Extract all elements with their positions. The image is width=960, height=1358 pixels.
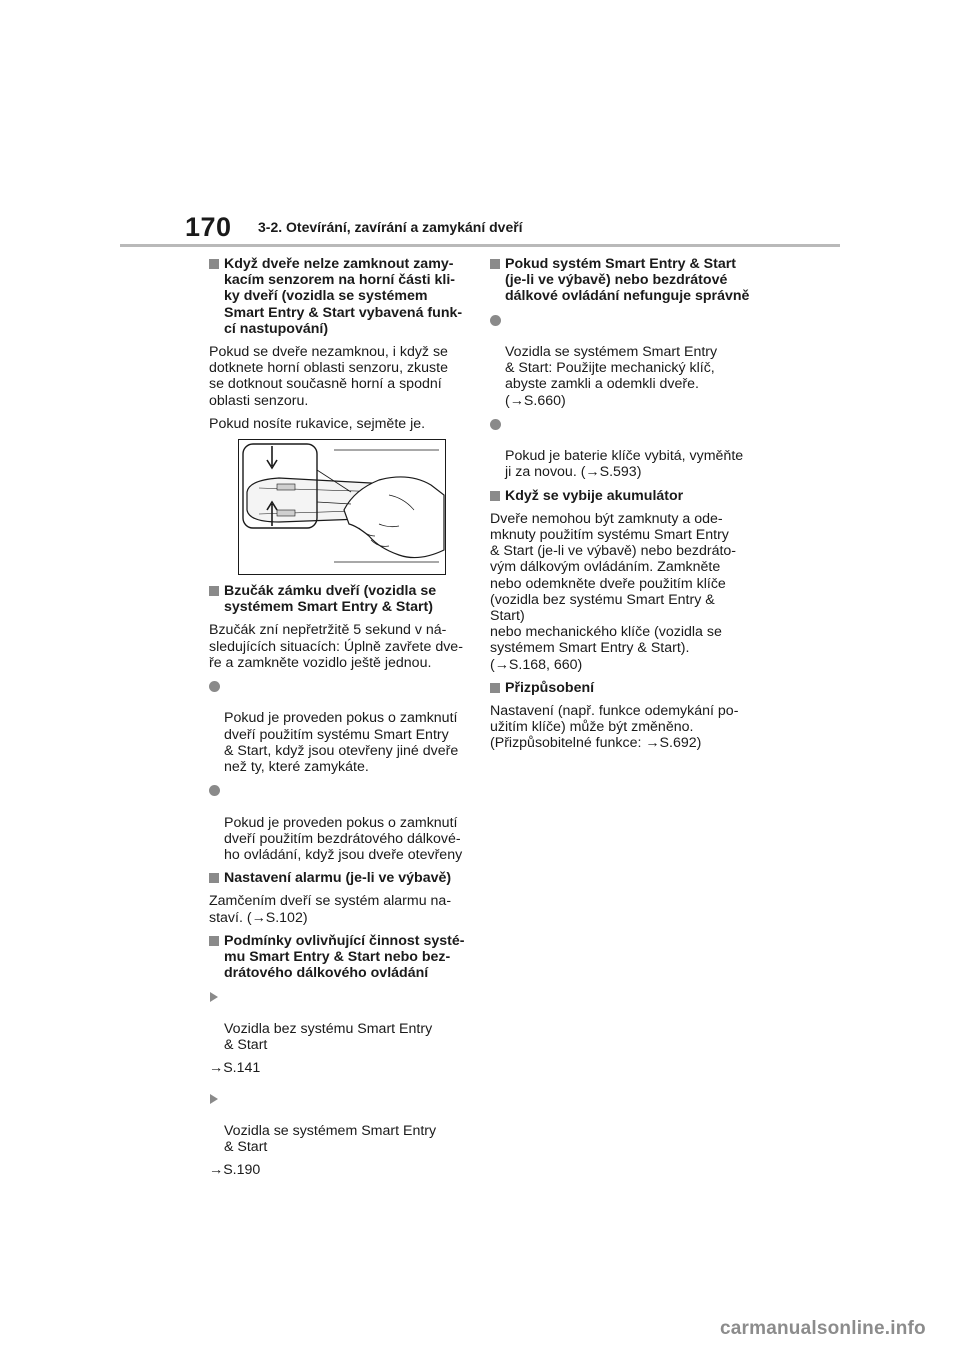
watermark-logo: carmanualsonline.info (720, 1318, 926, 1339)
paragraph-customization: Nastavení (např. funkce odemykání po- užitím klíče) může být změněno. (Přizpůsobitelné funkce: →S.692) (490, 703, 739, 752)
bullet-item (490, 416, 752, 481)
right-column (490, 256, 752, 759)
door-handle-illustration (238, 439, 446, 575)
paragraph-buzzer: Bzučák zní nepřetržitě 5 sekund v ná- sledujících situacích: Úplně zavřete dve- ře a zamkněte vozidlo ještě jednou. (209, 622, 463, 671)
square-bullet-icon (209, 259, 219, 269)
bullet-text: Pokud je proveden pokus o zamknutí dveří použitím bezdrátového dálkové- ho ovládání, když jsou dveře otevřeny (224, 814, 463, 864)
square-bullet-icon (209, 873, 219, 883)
heading-text: Nastavení alarmu (je-li ve výbavě) (224, 870, 452, 887)
section-heading-conditions (209, 933, 471, 982)
bullet-text: Pokud je proveden pokus o zamknutí dveří použitím systému Smart Entry & Start, když jsou otevřeny jiné dveře než ty, které zamykáte. (224, 710, 459, 776)
bullet-item (209, 782, 471, 863)
heading-text: Když se vybije akumulátor (505, 487, 684, 504)
square-bullet-icon (490, 491, 500, 501)
square-bullet-icon (490, 683, 500, 693)
triangle-bullet-icon (210, 992, 218, 1002)
heading-text: Přizpůsobení (505, 679, 595, 696)
round-bullet-icon (209, 681, 220, 692)
paragraph-sensor-tip: Pokud se dveře nezamknou, i když se dotknete horní oblasti senzoru, zkuste se dotknout současně horní a spodní oblasti senzoru. (209, 344, 448, 409)
sub-item-text: Vozidla bez systému Smart Entry & Start (224, 1020, 433, 1054)
heading-text: Pokud systém Smart Entry & Start (je-li ve výbavě) nebo bezdrátové dálkové ovládání nefunguje správně (505, 256, 750, 305)
paragraph-battery: Dveře nemohou být zamknuty a ode- mknuty použitím systému Smart Entry & Start (je-li ve výbavě) nebo bezdráto- vým dálkovým ovládáním. Zamkněte nebo odemkněte dveře použitím klíče (vozidla bez systému Smart Entry & Start) nebo mechanického klíče (vozidla se systémem Smart Entry & Start). (→S.168, 660) (490, 510, 737, 673)
section-heading-sensor-lock (209, 256, 471, 337)
square-bullet-icon (490, 259, 500, 269)
section-heading-buzzer (209, 583, 471, 615)
page-number: 170 (185, 212, 232, 242)
sub-item-text: Vozidla se systémem Smart Entry & Start (224, 1122, 437, 1156)
square-bullet-icon (209, 936, 219, 946)
heading-text: Bzučák zámku dveří (vozidla se systémem Smart Entry & Start) (224, 583, 437, 616)
square-bullet-icon (209, 586, 219, 596)
bullet-text: Vozidla se systémem Smart Entry & Start: Použijte mechanický klíč, abyste zamkli a odemkli dveře. (→S.660) (505, 344, 718, 409)
sub-item (209, 1091, 471, 1156)
round-bullet-icon (490, 315, 501, 326)
paragraph-alarm: Zamčením dveří se systém alarmu na- staví. (→S.102) (209, 893, 452, 926)
left-column (209, 256, 471, 1186)
bullet-text: Pokud je baterie klíče vybitá, vyměňte ji za novou. (→S.593) (505, 448, 744, 481)
section-heading-battery (490, 488, 752, 504)
section-heading-malfunction (490, 256, 752, 305)
heading-text: Podmínky ovlivňující činnost systé- mu Smart Entry & Start nebo bez- drátového dálkového ovládání (224, 932, 465, 982)
section-heading-alarm (209, 870, 471, 886)
chapter-title: 3-2. Otevírání, zavírání a zamykání dveří (258, 219, 523, 235)
round-bullet-icon (490, 419, 501, 430)
round-bullet-icon (209, 785, 220, 796)
page-reference: →S.141 (209, 1060, 261, 1077)
bullet-item (209, 678, 471, 775)
section-heading-customization (490, 680, 752, 696)
triangle-bullet-icon (210, 1094, 218, 1104)
bullet-item (490, 312, 752, 409)
page-reference: →S.190 (209, 1162, 261, 1179)
sub-item (209, 989, 471, 1054)
paragraph-gloves: Pokud nosíte rukavice, sejměte je. (209, 415, 426, 432)
heading-text: Když dveře nelze zamknout zamy- kacím senzorem na horní části kli- ky dveří (vozidla se systémem Smart Entry & Start vybavená funk- cí nastupování) (224, 256, 463, 337)
header-divider (120, 244, 840, 247)
door-handle-hand-drawing (239, 440, 445, 574)
